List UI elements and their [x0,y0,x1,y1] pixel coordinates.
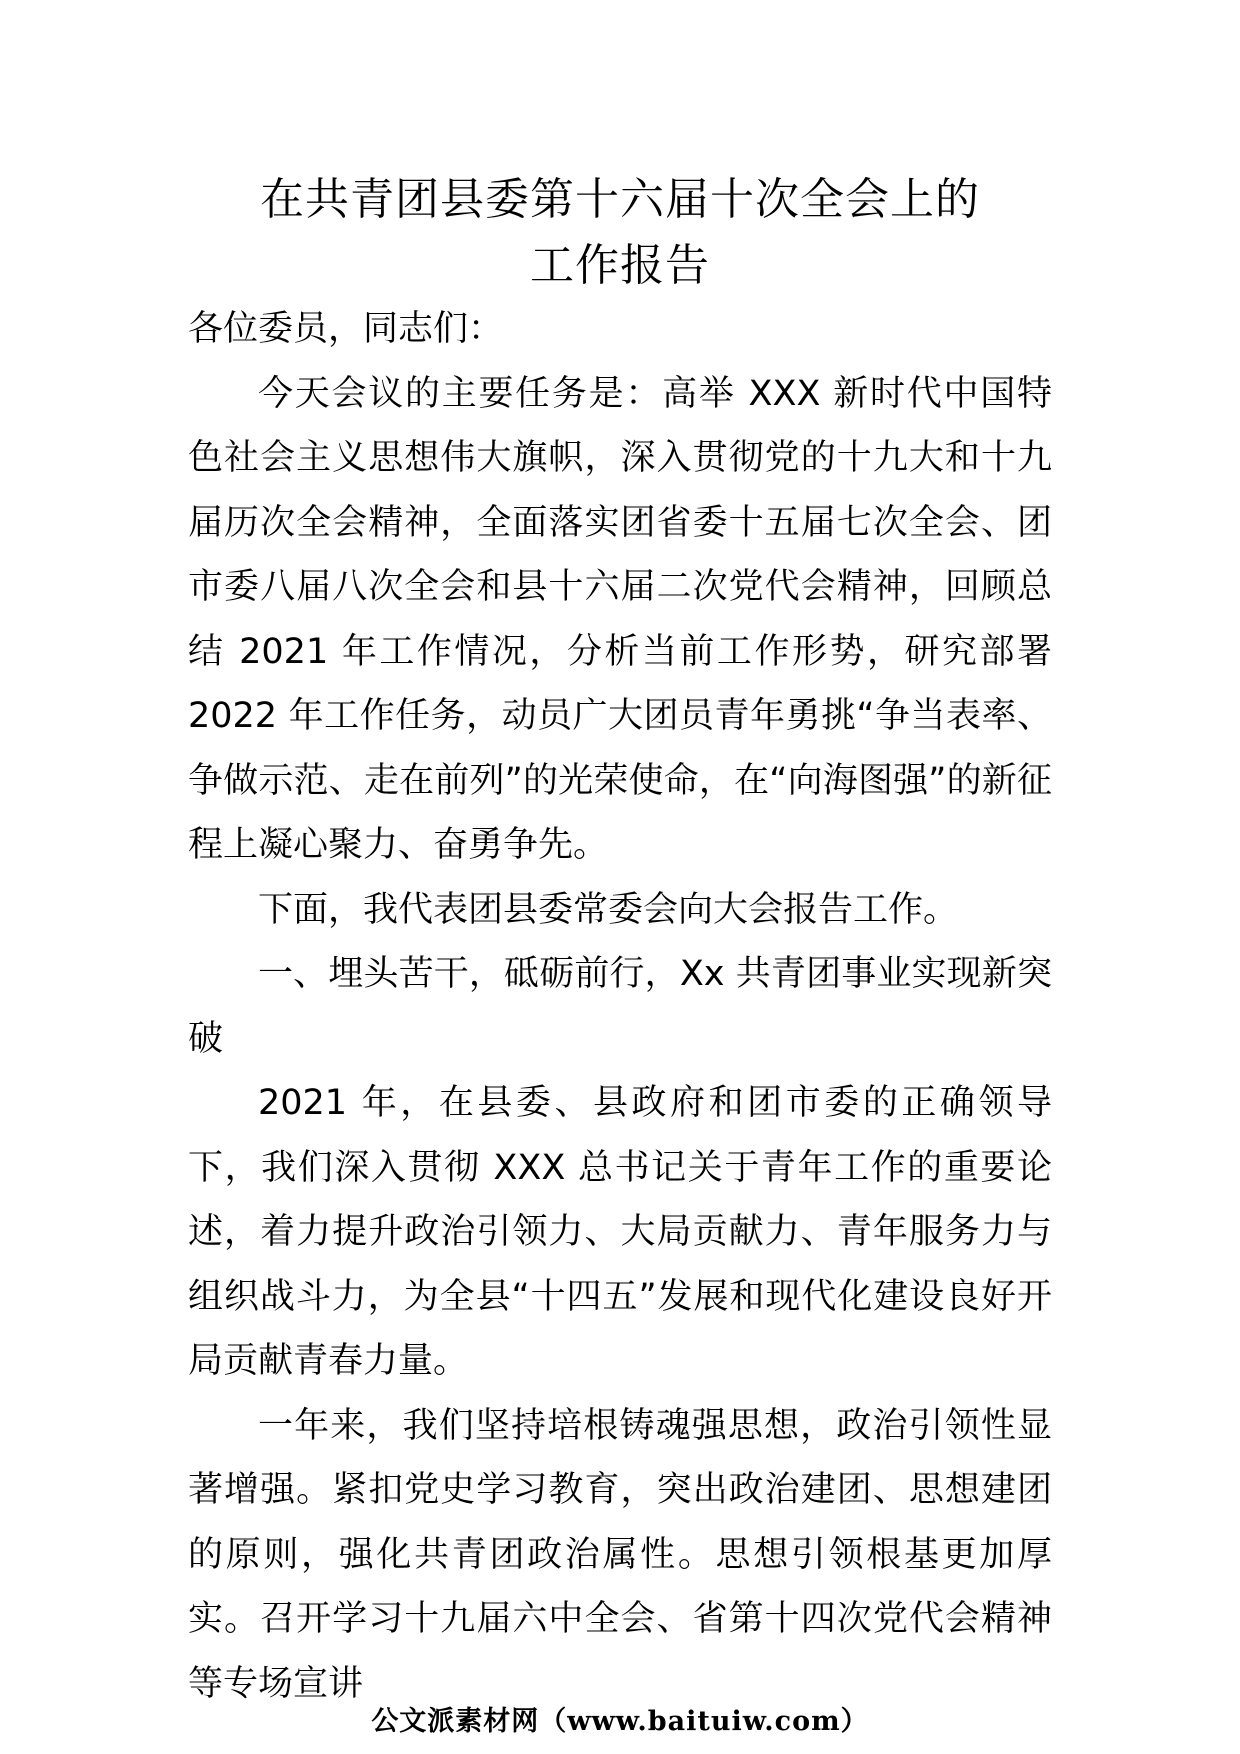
paragraph-political-guidance: 一年来，我们坚持培根铸魂强思想，政治引领性显著增强。紧扣党史学习教育，突出政治建团、思想建团的原则，强化共青团政治属性。思想引领根基更加厚实。召开学习十九届六中全会、省第十四次党代会精神等专场宣讲 [188,1405,1052,1704]
section-heading-1: 一、埋头苦干，砥砺前行，Xx 共青团事业实现新突破 [188,954,1052,1059]
salutation: 各位委员，同志们： [188,309,504,349]
document-title-line-2: 工作报告 [530,240,710,291]
document-body [188,297,1052,1716]
document-title-line-1: 在共青团县委第十六届十次全会上的 [260,174,980,225]
footer-watermark: 公文派素材网（www.baituiw.com） [371,1706,869,1737]
paragraph-report-intro: 下面，我代表团县委常委会向大会报告工作。 [258,889,959,930]
paragraph-2021-summary: 2021 年，在县委、县政府和团市委的正确领导下，我们深入贯彻 XXX 总书记关于青年工作的重要论述，着力提升政治引领力、大局贡献力、青年服务力与组织战斗力，为全县“十四五”发展和现代化建设良好开局贡献青春力量。 [188,1083,1052,1381]
paragraph-opening: 今天会议的主要任务是：高举 XXX 新时代中国特色社会主义思想伟大旗帜，深入贯彻党的十九大和十九届历次全会精神，全面落实团省委十五届七次全会、团市委八届八次全会和县十六届二次党代会精神，回顾总结 2021 年工作情况，分析当前工作形势，研究部署 2022 年工作任务，动员广大团员青年勇挑“争当表率、争做示范、走在前列”的光荣使命，在“向海图强”的新征程上凝心聚力、奋勇争先。 [188,373,1052,865]
